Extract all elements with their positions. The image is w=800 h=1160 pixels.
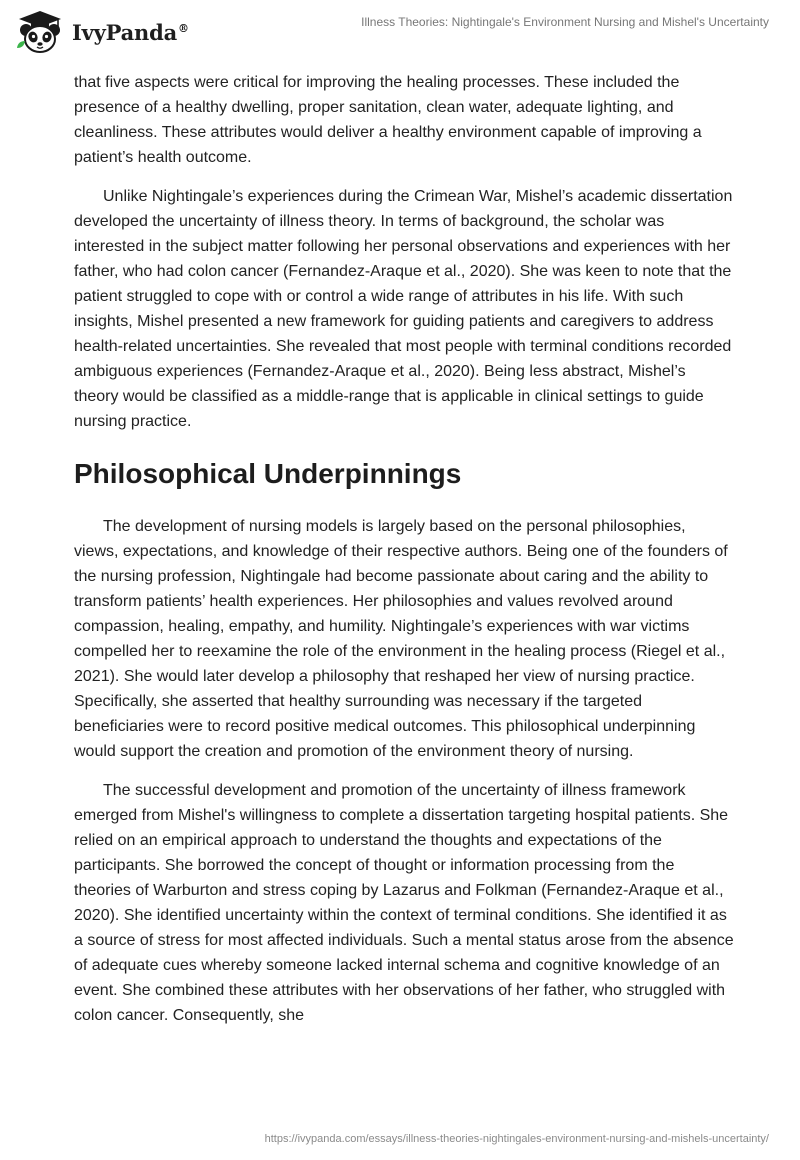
document-title: Illness Theories: Nightingale's Environment Nursing and Mishel's Uncertainty (361, 15, 769, 29)
paragraph-mishel-philosophy: The successful development and promotion of the uncertainty of illness framework emerged from Mishel's willingness to complete a dissertation targeting hospital patients. She relied on an empirical approach to understand the thoughts and expectations of the participants. She borrowed the concept of thought or information processing from the theories of Warburton and stress coping by Lazarus and Folkman (Fernandez-Araque et al., 2020). She identified uncertainty within the context of terminal conditions. She identified it as a source of stress for most affected individuals. Such a mental status arose from the absence of adequate cues whereby someone lacked internal schema and cognitive knowledge of an event. She combined these attributes with her observations of her father, who struggled with colon cancer. Consequently, she (74, 782, 734, 1024)
section-heading-philosophical-underpinnings: Philosophical Underpinnings (74, 458, 462, 489)
ivypanda-logo[interactable] (14, 8, 189, 56)
source-url[interactable]: https://ivypanda.com/essays/illness-theories-nightingales-environment-nursing-and-mishels-uncertainty/ (264, 1133, 769, 1145)
paragraph-continuation: that five aspects were critical for improving the healing processes. These included the presence of a healthy dwelling, proper sanitation, clean water, adequate lighting, and cleanliness. These attributes would deliver a healthy environment capable of improving a patient’s health outcome. (74, 74, 702, 166)
paragraph-nightingale-philosophy: The development of nursing models is largely based on the personal philosophies, views, expectations, and knowledge of their respective authors. Being one of the founders of the nursing profession, Nightingale had become passionate about caring and the ability to transform patients’ health experiences. Her philosophies and values revolved around compassion, healing, empathy, and humility. Nightingale’s experiences with war victims compelled her to reexamine the role of the environment in the healing process (Riegel et al., 2021). She would later develop a philosophy that reshaped her view of nursing practice. Specifically, she asserted that healthy surrounding was necessary if the targeted beneficiaries were to record positive medical outcomes. This philosophical underpinning would support the creation and promotion of the environment theory of nursing. (74, 518, 728, 760)
essay-body (74, 70, 734, 1028)
panda-graduate-icon (14, 8, 66, 56)
logo-wordmark: IvyPanda (72, 19, 178, 45)
registered-mark: ® (178, 21, 189, 35)
page-header (0, 0, 800, 62)
paragraph-mishel-background: Unlike Nightingale’s experiences during the Crimean War, Mishel’s academic dissertation developed the uncertainty of illness theory. In terms of background, the scholar was interested in the subject matter following her personal observations and experiences with her father, who had colon cancer (Fernandez-Araque et al., 2020). She was keen to note that the patient struggled to cope with or control a wide range of attributes in his life. With such insights, Mishel presented a new framework for guiding patients and caregivers to address health-related uncertainties. She revealed that most people with terminal conditions recorded ambiguous experiences (Fernandez-Araque et al., 2020). Being less abstract, Mishel’s theory would be classified as a middle-range that is applicable in clinical settings to guide nursing practice. (74, 188, 733, 430)
